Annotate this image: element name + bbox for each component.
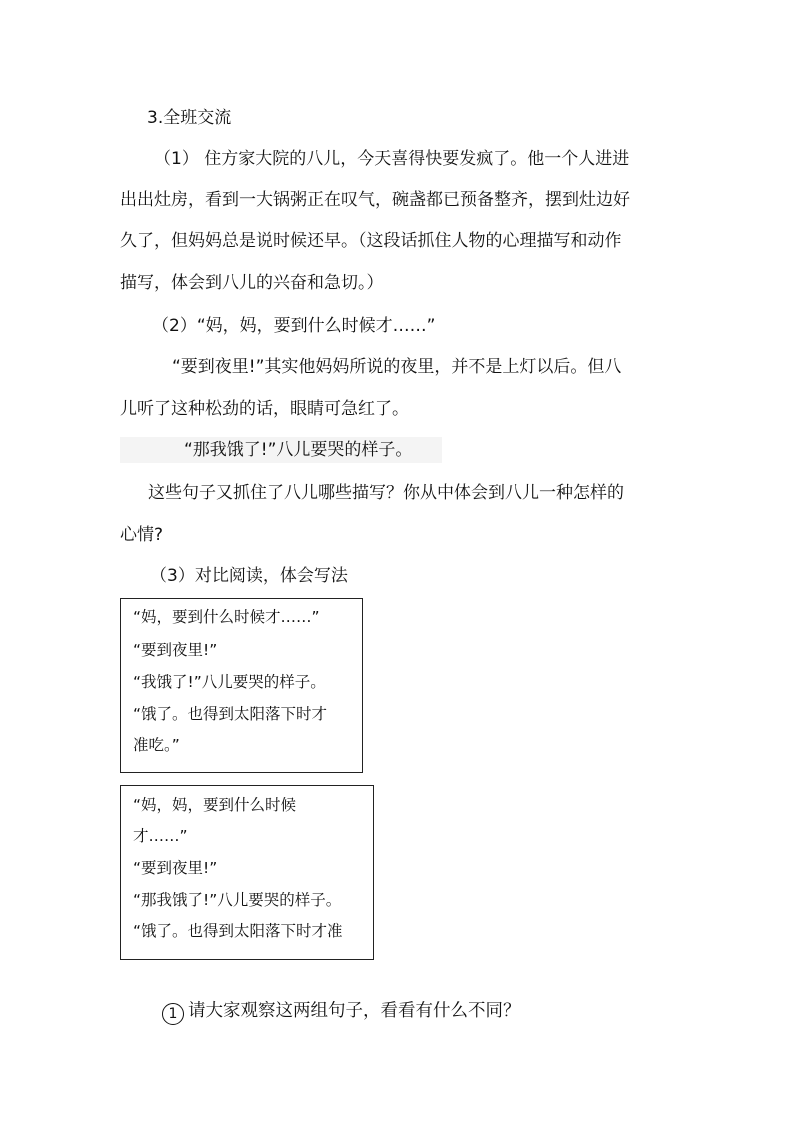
paragraph-line: 儿听了这种松劲的话，眼睛可急红了。 (120, 399, 409, 419)
paragraph-line: “要到夜里!”其实他妈妈所说的夜里，并不是上灯以后。但八 (172, 357, 622, 377)
paragraph-line: 出出灶房，看到一大锅粥正在叹气，碗盏都已预备整齐，摆到灶边好 (120, 190, 630, 210)
box-line: 准吃。” (133, 736, 180, 754)
circled-number: 1 (162, 1003, 184, 1025)
task-line (162, 1000, 521, 1025)
comparison-box-1 (120, 598, 363, 773)
box-line: “要到夜里!” (133, 859, 218, 877)
paragraph-3: （3）对比阅读，体会写法 (150, 566, 348, 586)
box-line: “饿了。也得到太阳落下时才准 (133, 922, 343, 940)
shaded-line: “那我饿了!”八儿要哭的样子。 (120, 437, 442, 463)
comparison-box-2 (120, 785, 374, 960)
box-line: “妈，妈，要到什么时候 (133, 796, 297, 814)
box-line: “要到夜里!” (133, 641, 218, 659)
box-line: “饿了。也得到太阳落下时才 (133, 705, 328, 723)
question-line: 心情? (120, 525, 164, 545)
section-heading: 3.全班交流 (147, 108, 232, 128)
paragraph-line: 描写，体会到八儿的兴奋和急切。） (120, 273, 384, 293)
paragraph-line: （1） 住方家大院的八儿，今天喜得快要发疯了。他一个人进进 (154, 149, 630, 169)
question-line: 这些句子又抓住了八儿哪些描写？你从中体会到八儿一种怎样的 (148, 483, 624, 503)
task-text: 请大家观察这两组句子，看看有什么不同？ (188, 1001, 521, 1021)
box-line: “那我饿了!”八儿要哭的样子。 (133, 891, 342, 909)
box-line: “我饿了!”八儿要哭的样子。 (133, 673, 326, 691)
box-line: 才……” (133, 827, 188, 845)
paragraph-line: （2）“妈，妈，要到什么时候才……” (152, 316, 436, 336)
box-line: “妈，要到什么时候才……” (133, 608, 320, 626)
paragraph-line: 久了，但妈妈总是说时候还早。（这段话抓住人物的心理描写和动作 (120, 231, 622, 251)
